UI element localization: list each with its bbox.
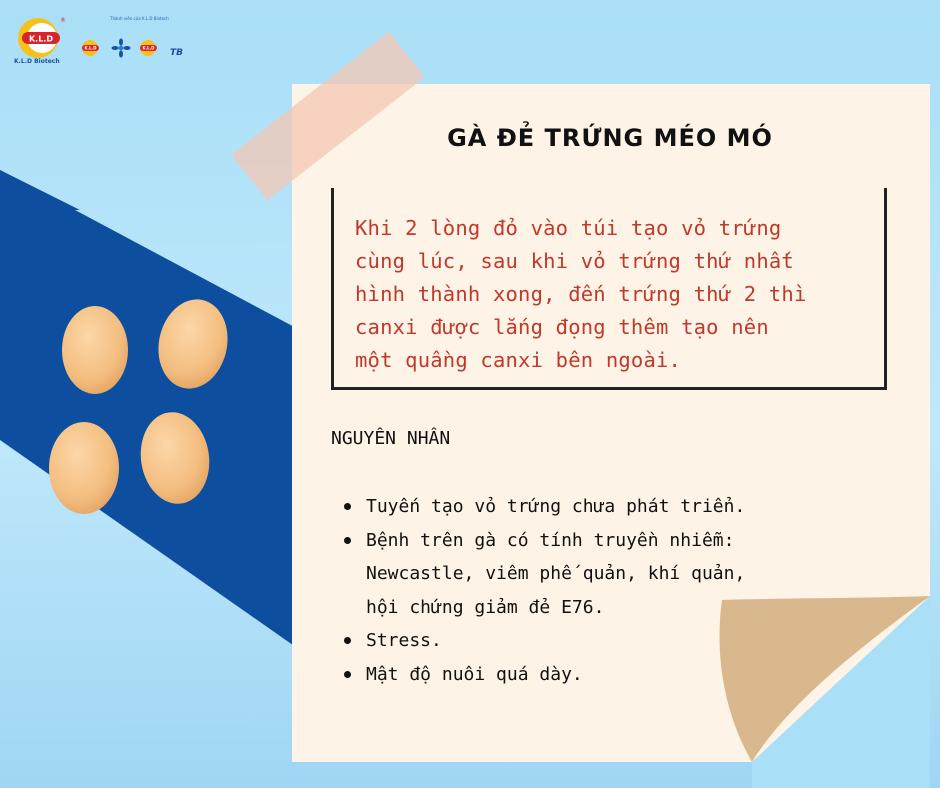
explanation-line: cùng lúc, sau khi vỏ trứng thứ nhất	[355, 249, 794, 273]
tb-logo-text: TB	[170, 48, 183, 58]
explanation-line: một quầng canxi bên ngoài.	[355, 348, 682, 372]
partner-logo-icon	[138, 38, 160, 58]
partner-caption: Thành viên của K.L.D Biotech	[110, 16, 169, 21]
cause-line: Newcastle, viêm phế quản, khí quản,	[366, 563, 746, 584]
bullet-icon	[344, 537, 351, 544]
cause-line: Bệnh trên gà có tính truyền nhiễm:	[366, 529, 735, 551]
tb-logo-icon	[170, 40, 183, 60]
list-item	[340, 524, 810, 625]
egg-image	[58, 302, 132, 398]
list-item	[340, 490, 810, 524]
cause-line: Mật độ nuôi quá dày.	[366, 663, 583, 685]
cause-line: Tuyến tạo vỏ trứng chưa phát triển.	[366, 496, 746, 517]
egg-image	[46, 418, 122, 518]
causes-heading: NGUYÊN NHÂN	[331, 428, 451, 449]
explanation-line: hình thành xong, đến trứng thứ 2 thì	[355, 282, 807, 306]
poster-title: GÀ ĐẺ TRỨNG MÉO MÓ	[447, 124, 773, 152]
svg-text:®: ®	[60, 17, 66, 24]
bullet-icon	[344, 503, 351, 510]
box-bottom-border	[331, 387, 887, 390]
flower-logo-icon	[110, 38, 132, 58]
bullet-icon	[344, 637, 351, 644]
egg-image	[155, 295, 231, 393]
box-left-border	[331, 188, 334, 390]
explanation-box	[331, 188, 887, 390]
cause-line: hội chứng giảm đẻ E76.	[366, 596, 605, 618]
bullet-icon	[344, 671, 351, 678]
kld-logo-mark: K.L.D	[28, 34, 54, 44]
partner-logo-icon	[80, 38, 102, 58]
explanation-line: canxi được lắng đọng thêm tạo nên	[355, 315, 769, 339]
list-item	[340, 658, 810, 692]
egg-image	[137, 408, 213, 508]
explanation-text	[355, 212, 875, 377]
causes-list	[340, 490, 810, 691]
explanation-line: Khi 2 lòng đỏ vào túi tạo vỏ trứng	[355, 216, 782, 240]
box-right-border	[884, 188, 887, 390]
cause-line: Stress.	[366, 630, 442, 651]
partner-logo-mark: K.L.D	[84, 45, 97, 51]
brand-logos	[12, 14, 212, 70]
company-name: K.L.D Biotech	[14, 58, 60, 65]
partner-logo-mark: K.L.D	[142, 45, 155, 51]
list-item	[340, 624, 810, 658]
